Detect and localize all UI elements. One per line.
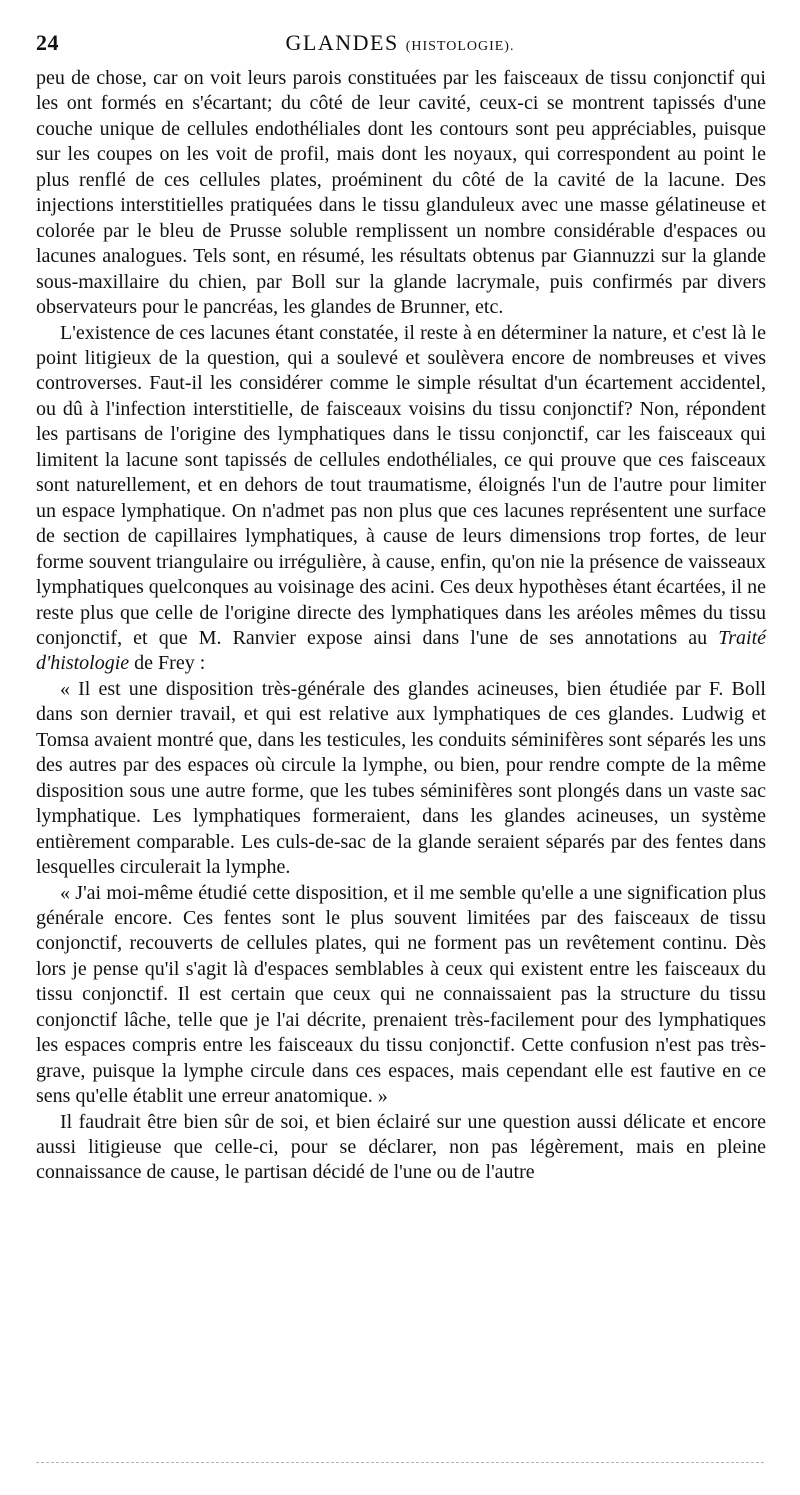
paragraph-5: Il faudrait être bien sûr de soi, et bien éclairé sur une question aussi délicate et encore aussi litigieuse que celle-ci, pour se déclarer, non pas légèrement, mais en pleine connaissance de cause, le partisan décidé de l'une ou de l'autre xyxy=(36,1110,766,1184)
page-header xyxy=(36,28,764,58)
paragraph-2-text: L'existence de ces lacunes étant constatée, il reste à en déterminer la nature, et c'est là le point litigieux de la question, qui a soulevé et soulèvera encore de nombreuses et vives controverses. Faut-il les considérer comme le simple résultat d'un écartement accidentel, ou dû à l'infection interstitielle, de faisceaux voisins du tissu conjonctif? Non, répondent les partisans de l'origine des lymphatiques dans le tissu conjonctif, car les faisceaux qui limitent la lacune sont tapissés de cellules endothéliales, ce qui prouve que ces faisceaux sont naturellement, et en dehors de tout traumatisme, éloignés l'un de l'autre pour limiter un espace lymphatique. On n'admet pas non plus que ces lacunes représentent une surface de section de capillaires lymphatiques, à cause de leurs dimensions trop fortes, de leur forme souvent triangulaire ou irrégulière, à cause, enfin, qu'on nie la présence de vaisseaux lymphatiques quelconques au voisinage des acini. Ces deux hypothèses étant écartées, il ne reste plus que celle de l'origine directe des lymphatiques dans les aréoles mêmes du tissu conjonctif, et que M. Ranvier expose ainsi dans l'une de ses annotations au xyxy=(36,321,766,649)
paragraph-2-end: de Frey : xyxy=(134,652,206,675)
paragraph-2 xyxy=(36,321,766,677)
running-title xyxy=(36,28,764,62)
paragraph-1: peu de chose, car on voit leurs parois constituées par les faisceaux de tissu conjonctif qui les ont formés en s'écartant; du côté de leur cavité, ceux-ci se montrent tapissés d'une couche unique de cellules endothéliales dont les contours sont peu appréciables, puisque sur les coupes on les voit de profil, mais dont les noyaux, qui correspondent au point le plus renflé de ces cellules plates, proéminent du côté de la cavité de la lacune. Des injections interstitielles pratiquées dans le tissu glanduleux avec une masse gélatineuse et colorée par le bleu de Prusse soluble remplissent un nombre considérable d'espaces ou lacunes analogues. Tels sont, en résumé, les résultats obtenus par Giannuzzi sur la glande sous-maxillaire du chien, par Boll sur la glande lacrymale, puis confirmés par divers observateurs pour le pancréas, les glandes de Brunner, etc. xyxy=(36,67,766,319)
body-text xyxy=(36,66,766,1186)
page-number: 24 xyxy=(36,30,59,55)
quote-paragraph-2: « J'ai moi-même étudié cette disposition, et il me semble qu'elle a une signification plus générale encore. Ces fentes sont le plus souvent limitées par des faisceaux de tissu conjonctif, recouverts de cellules plates, qui ne forment pas un revêtement continu. Dès lors je pense qu'il s'agit là d'espaces semblables à ceux qui existent entre les faisceaux du tissu conjonctif. Il est certain que ceux qui ne connaissaient pas la structure du tissu conjonctif lâche, telle que je l'ai décrite, prenaient très-facilement pour des lymphatiques les espaces compris entre les faisceaux du tissu conjonctif. Cette confusion n'est pas très-grave, puisque la lymphe circule dans ces espaces, mais cependant elle est fautive en ce sens qu'elle établit une erreur anatomique. » xyxy=(36,881,766,1108)
running-title-sub: (HISTOLOGIE). xyxy=(405,39,515,54)
quote-paragraph-1: « Il est une disposition très-générale des glandes acineuses, bien étudiée par F. Boll dans son dernier travail, et qui est relative aux lymphatiques de ces glandes. Ludwig et Tomsa avaient montré que, dans les testicules, les conduits séminifères sont séparés les uns des autres par des espaces où circule la lymphe, ou bien, pour rendre compte de la même disposition sous une autre forme, que les tubes séminifères sont plongés dans un vaste sac lymphatique. Les lymphatiques formeraient, dans les glandes acineuses, un système entièrement comparable. Les culs-de-sac de la glande seraient séparés par des fentes dans lesquelles circulerait la lymphe. xyxy=(36,677,766,879)
bottom-divider xyxy=(36,1462,764,1463)
book-title-italic: Traité d'histologie xyxy=(36,626,767,675)
running-title-main: GLANDES xyxy=(285,30,399,55)
